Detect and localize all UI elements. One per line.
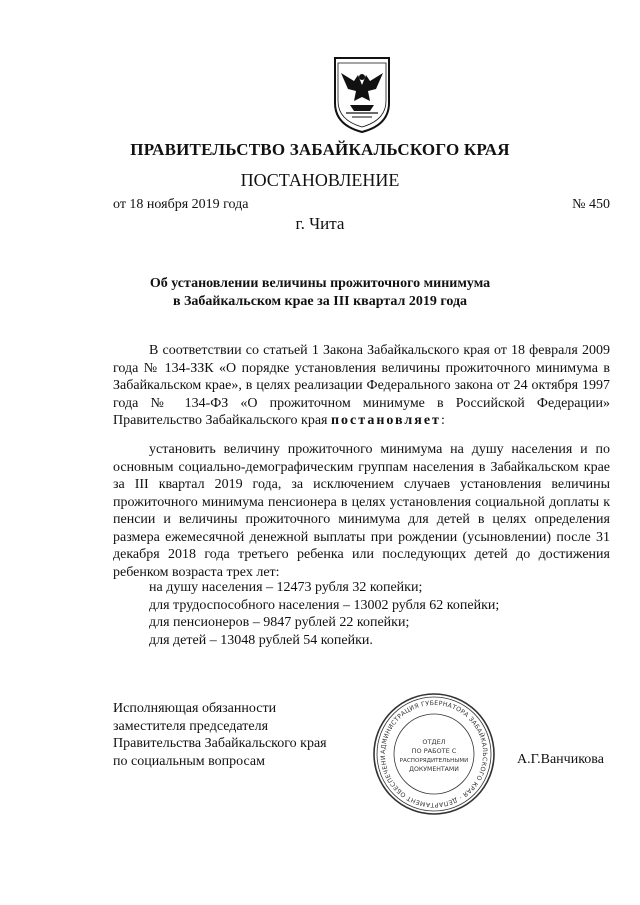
official-stamp xyxy=(372,692,496,816)
resolves-word: постановляет xyxy=(330,413,441,428)
list-item: для пенсионеров – 9847 рублей 22 копейки; xyxy=(149,615,410,630)
amounts-list xyxy=(149,579,499,649)
paragraph-preamble xyxy=(113,342,610,430)
document-number: № 450 xyxy=(572,197,610,212)
subject-line-2: в Забайкальском крае за III квартал 2019 года xyxy=(172,294,468,309)
stamp-center-line: ПО РАБОТЕ С xyxy=(411,747,457,755)
signatory-name: А.Г.Ванчикова xyxy=(517,752,604,767)
stamp-center-line: ОТДЕЛ xyxy=(422,738,446,746)
list-item: для детей – 13048 рублей 54 копейки. xyxy=(149,632,373,648)
stamp-center-line: РАСПОРЯДИТЕЛЬНЫМИ xyxy=(399,758,469,764)
document-subject xyxy=(110,275,530,311)
document-date: от 18 ноября 2019 года xyxy=(113,197,249,212)
position-line: Исполняющая обязанности xyxy=(113,701,277,716)
position-line: Правительства Забайкальского края xyxy=(113,736,327,751)
position-line: по социальным вопросам xyxy=(113,753,265,769)
list-item: на душу населения – 12473 рубля 32 копейки; xyxy=(149,580,423,595)
government-title: ПРАВИТЕЛЬСТВО ЗАБАЙКАЛЬСКОГО КРАЯ xyxy=(130,140,510,159)
city: г. Чита xyxy=(295,214,345,233)
paragraph-resolution: установить величину прожиточного минимума на душу населения и по основным социально-демографическим группам населения в Забайкальском крае за III квартал 2019 года, за исключением случаев установления величины прожиточного минимума пенсионера в целях установления социальной доплаты к пенсии и величины прожиточного минимума для детей в целях определения размера ежемесячной денежной выплаты при рождении (усыновлении) после 31 декабря 2018 года третьего ребенка или последующих детей до достижения ребенком возраста трех лет: xyxy=(113,442,610,580)
position-line: заместителя председателя xyxy=(113,718,269,734)
document-type: ПОСТАНОВЛЕНИЕ xyxy=(240,170,400,190)
subject-line-1: Об установлении величины прожиточного минимума xyxy=(149,276,491,291)
stamp-ring-text: АДМИНИСТРАЦИЯ ГУБЕРНАТОРА ЗАБАЙКАЛЬСКОГО КРАЯ · ДЕПАРТАМЕНТ ОБЕСПЕЧЕНИ xyxy=(379,699,489,809)
stamp-center-line: ДОКУМЕНТАМИ xyxy=(409,766,459,773)
list-item: для трудоспособного населения – 13002 рубля 62 копейки; xyxy=(149,597,500,613)
preamble-text: В соответствии со статьей 1 Закона Забайкальского края от 18 февраля 2009 года № 134-ЗЗК «О порядке установления величины прожиточного минимума в Забайкальском крае», в целях реализации Федерального закона от 24 октября 1997 года № 134-ФЗ «О прожиточном минимуме в Российской Федерации» Правительство Забайкальского края xyxy=(113,343,610,428)
signatory-position xyxy=(113,700,327,770)
preamble-colon: : xyxy=(440,413,445,428)
coat-of-arms-icon xyxy=(332,55,392,135)
